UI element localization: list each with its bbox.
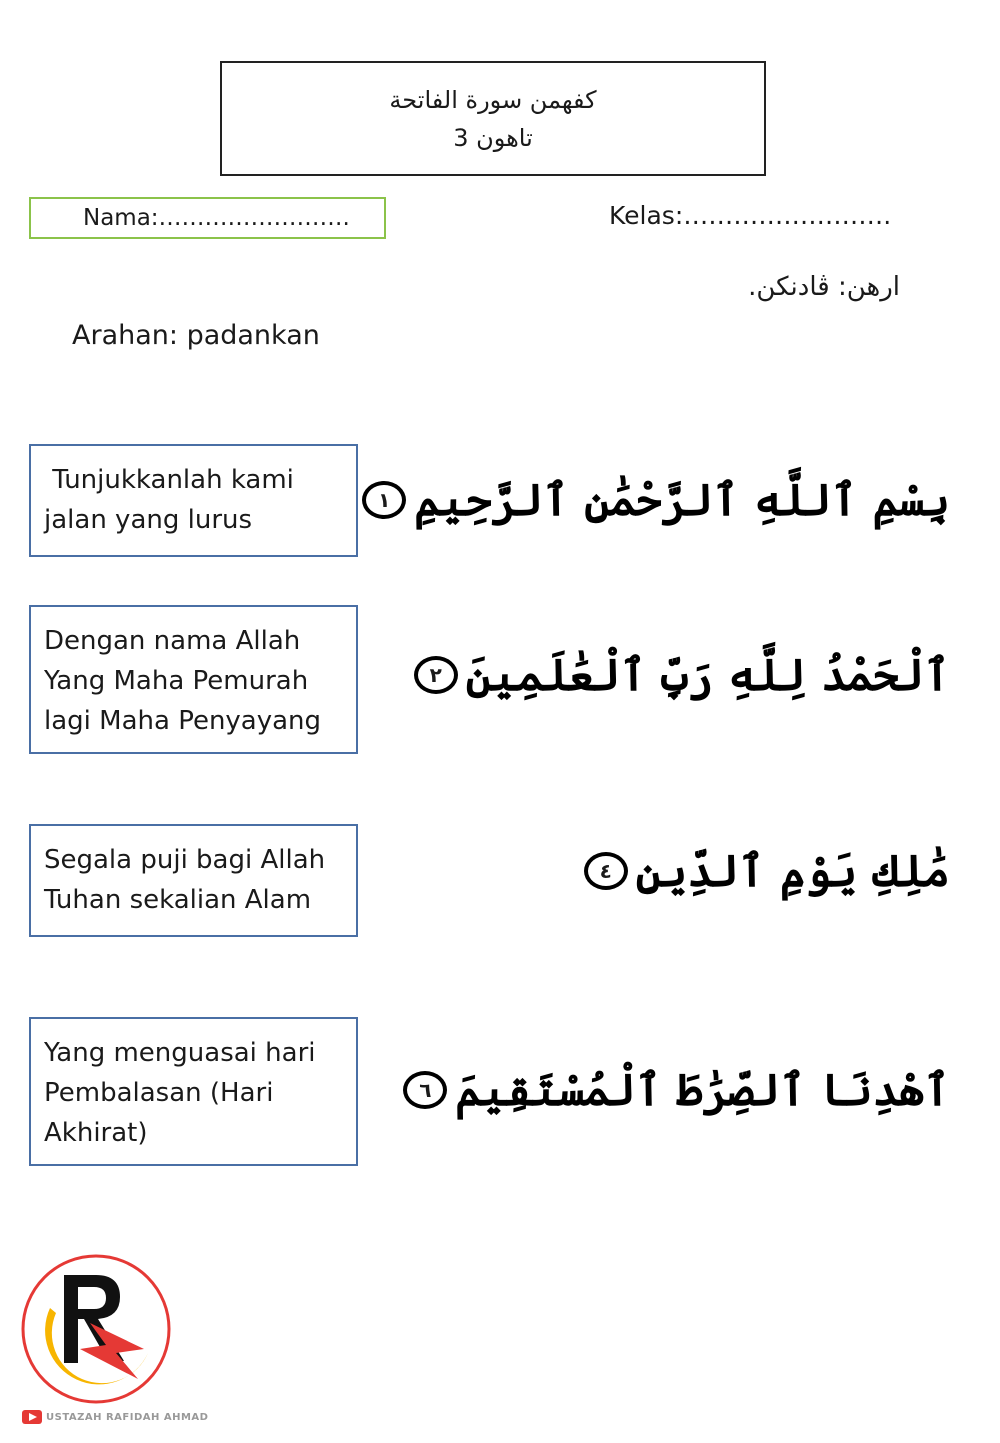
meaning-box-2[interactable] bbox=[29, 605, 358, 754]
title-line-1: كفهمن سورة الفاتحة bbox=[389, 85, 597, 114]
meaning-line: Yang Maha Pemurah bbox=[44, 666, 309, 696]
verse-number-4: ٦ bbox=[403, 1071, 447, 1109]
meaning-line: Pembalasan (Hari bbox=[44, 1078, 274, 1108]
instruction-rumi: Arahan: padankan bbox=[72, 320, 320, 351]
meaning-box-3[interactable] bbox=[29, 824, 358, 937]
meaning-box-4[interactable] bbox=[29, 1017, 358, 1166]
meaning-line: Yang menguasai hari bbox=[44, 1038, 316, 1068]
meaning-line: Akhirat) bbox=[44, 1118, 148, 1148]
logo-rs-icon bbox=[20, 1253, 172, 1405]
verse-number-1: ١ bbox=[362, 481, 406, 519]
meaning-box-1[interactable] bbox=[29, 444, 358, 557]
verse-number-3: ٤ bbox=[584, 852, 628, 890]
meaning-line: Tunjukkanlah kami bbox=[44, 465, 294, 495]
verse-4[interactable] bbox=[403, 1045, 950, 1135]
verse-text-2: ٱلْحَمْدُ لِلَّهِ رَبِّ ٱلْعَٰلَمِينَ bbox=[465, 649, 950, 701]
verse-1[interactable] bbox=[362, 455, 950, 545]
channel-credit bbox=[22, 1410, 208, 1424]
verse-3[interactable] bbox=[584, 826, 950, 916]
title-line-2: تاهون 3 bbox=[453, 123, 533, 152]
channel-name: USTAZAH RAFIDAH AHMAD bbox=[46, 1411, 209, 1423]
meaning-line: lagi Maha Penyayang bbox=[44, 706, 322, 736]
nama-field[interactable] bbox=[29, 197, 386, 239]
kelas-field[interactable]: Kelas:……………………. bbox=[609, 201, 892, 230]
verse-text-1: بِسْمِ ٱللَّهِ ٱلرَّحْمَٰنِ ٱلرَّحِيمِ bbox=[414, 474, 950, 526]
logo bbox=[20, 1253, 172, 1405]
verse-text-3: مَٰلِكِ يَوْمِ ٱلدِّينِ bbox=[635, 845, 950, 897]
meaning-line: jalan yang lurus bbox=[44, 505, 253, 535]
youtube-icon bbox=[22, 1410, 42, 1424]
instruction-jawi: ارهن: ڤادنكن. bbox=[748, 272, 900, 302]
meaning-line: Segala puji bagi Allah bbox=[44, 845, 326, 875]
meaning-line: Dengan nama Allah bbox=[44, 626, 301, 656]
meaning-line: Tuhan sekalian Alam bbox=[44, 885, 312, 915]
nama-label: Nama:……………………. bbox=[83, 205, 350, 231]
worksheet-title bbox=[220, 61, 766, 176]
verse-text-4: ٱهْدِنَا ٱلصِّرَٰطَ ٱلْمُسْتَقِيمَ bbox=[455, 1064, 950, 1116]
verse-2[interactable] bbox=[414, 630, 950, 720]
verse-number-2: ٢ bbox=[414, 656, 458, 694]
